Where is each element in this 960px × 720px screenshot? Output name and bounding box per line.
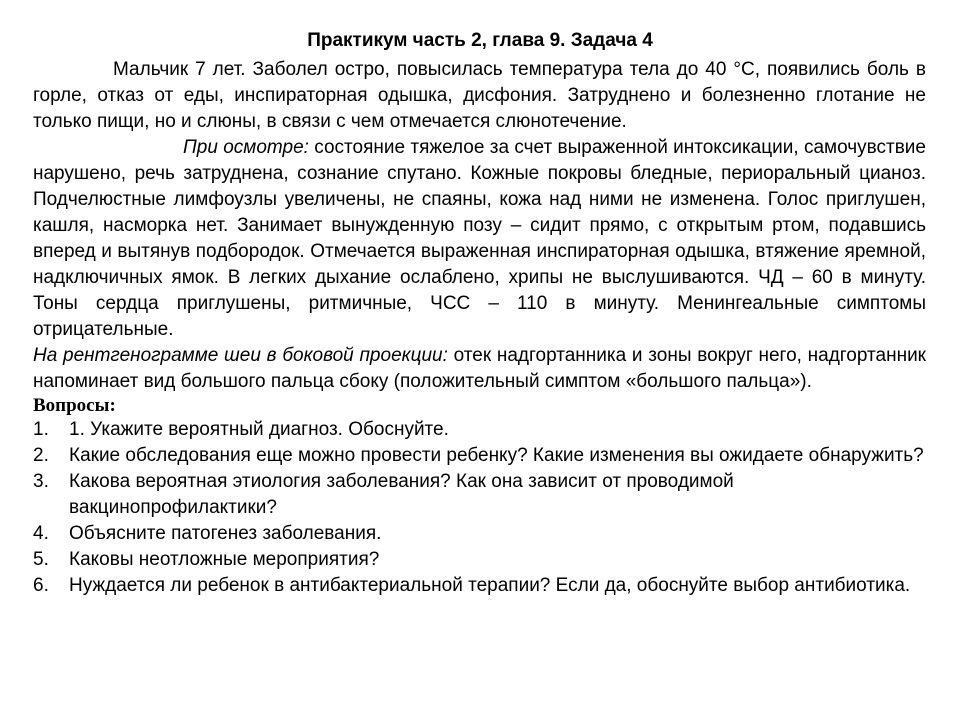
question-number: 6. bbox=[33, 575, 49, 596]
question-text: Какова вероятная этиология заболевания? Как она зависит от проводимой вакцинопрофилактики? bbox=[69, 471, 734, 518]
exam-text: состояние тяжелое за счет выраженной интоксикации, самочувствие нарушено, речь затруднена, сознание спутано. Кожные покровы бледные, периоральный цианоз. Подчелюстные лимфоузлы увеличены, не спаяны, кожа над ними не изменена. Голос приглушен, кашля, насморка нет. Занимает вынужденную позу – сидит прямо, с открытым ртом, подавшись вперед и вытянув подбородок. Отмечается выраженная инспираторная одышка, втяжение яремной, надключичных ямок. В легких дыхание ослаблено, хрипы не выслушиваются. ЧД – 60 в минуту. Тоны сердца приглушены, ритмичные, ЧСС – 110 в минуту. Менингеальные симптомы отрицательные. bbox=[33, 137, 926, 340]
exam-paragraph bbox=[33, 135, 926, 343]
question-item bbox=[33, 443, 926, 469]
questions-list bbox=[33, 417, 926, 599]
question-number: 4. bbox=[33, 523, 49, 544]
question-text: Какие обследования еще можно провести ребенку? Какие изменения вы ожидаете обнаружить? bbox=[69, 445, 924, 466]
question-item bbox=[33, 573, 926, 599]
question-text: Объясните патогенез заболевания. bbox=[69, 523, 382, 544]
xray-text: отек надгортанника и зоны вокруг него, надгортанник напоминает вид большого пальца сбоку (положительный симптом «большого пальца»). bbox=[33, 345, 926, 392]
xray-paragraph bbox=[33, 343, 926, 395]
question-item bbox=[33, 417, 926, 443]
xray-label: На рентгенограмме шеи в боковой проекции: bbox=[33, 345, 448, 366]
slide-title: Практикум часть 2, глава 9. Задача 4 bbox=[307, 30, 653, 51]
question-item bbox=[33, 521, 926, 547]
questions-heading: Вопросы: bbox=[33, 395, 116, 416]
question-text: 1. Укажите вероятный диагноз. Обоснуйте. bbox=[69, 419, 449, 440]
case-body bbox=[33, 57, 926, 599]
exam-label: При осмотре: bbox=[183, 137, 309, 158]
question-number: 2. bbox=[33, 445, 49, 466]
question-number: 3. bbox=[33, 471, 49, 492]
question-text: Каковы неотложные мероприятия? bbox=[69, 549, 380, 570]
question-number: 5. bbox=[33, 549, 49, 570]
question-item bbox=[33, 469, 926, 521]
case-intro: Мальчик 7 лет. Заболел остро, повысилась температура тела до 40 °С, появились боль в горле, отказ от еды, инспираторная одышка, дисфония. Затруднено и болезненно глотание не только пищи, но и слюны, в связи с чем отмечается слюнотечение. bbox=[33, 59, 926, 132]
question-item bbox=[33, 547, 926, 573]
question-text: Нуждается ли ребенок в антибактериальной терапии? Если да, обоснуйте выбор антибиотика. bbox=[69, 575, 911, 596]
question-number: 1. bbox=[33, 419, 49, 440]
